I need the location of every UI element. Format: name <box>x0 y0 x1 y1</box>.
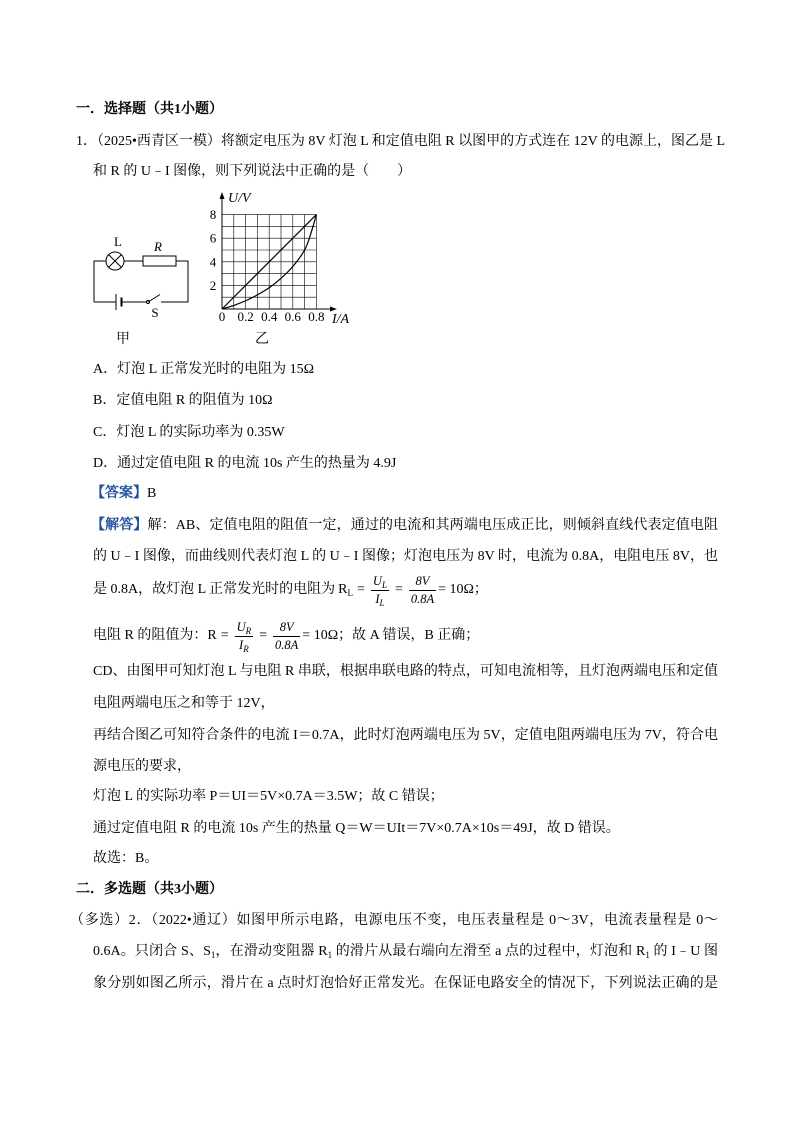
fraction-numerator <box>371 574 389 591</box>
denominator-symbol: I <box>239 637 244 652</box>
formula-result: = 10Ω； <box>302 628 353 643</box>
y-axis-label: U/V <box>228 191 251 206</box>
subscript: 1 <box>327 950 333 960</box>
graph-caption: 乙 <box>255 332 269 347</box>
y-axis-arrow <box>220 192 225 199</box>
solution-label: 【解答】 <box>91 518 148 533</box>
x-tick-label: 0.4 <box>261 309 278 324</box>
x-tick-label: 0.2 <box>237 309 254 324</box>
lamp-label: L <box>114 234 122 249</box>
equals-sign: = <box>357 582 365 597</box>
resistor-label: R <box>154 239 162 254</box>
subscript: 1 <box>210 950 216 960</box>
option-c: C．灯泡 L 的实际功率为 0.35W <box>93 425 285 440</box>
fraction-numerator: 8V <box>409 574 436 591</box>
switch-label: S <box>151 305 159 320</box>
x-axis-arrow <box>330 307 337 312</box>
section-heading-multiple-choice: 二．多选题（共3小题） <box>76 882 223 897</box>
solution-line-11: 故选：B。 <box>93 851 159 866</box>
fraction-voltage-over-current <box>371 574 389 607</box>
question-2-stem-line-1: （多选）2．（2022•通辽）如图甲所示电路，电源电压不变，电压表量程是 0～3V，电流表量程是 0～ <box>70 913 718 928</box>
question-1-figures <box>85 185 370 350</box>
stem-text: 0.6A。只闭合 S、S <box>93 944 211 959</box>
fraction-values <box>273 620 300 653</box>
numerator-subscript: L <box>381 579 387 590</box>
answer-value: B <box>147 486 157 501</box>
solution-line-2: 的 U﹣I 图像，而曲线则代表灯泡 L 的 U﹣I 图像；灯泡电压为 8V 时，电流为 0.8A，电阻电压 8V，也 <box>93 549 718 564</box>
stem-text: 的滑片从最右端向左滑至 a 点的过程中，灯泡和 R <box>332 944 646 959</box>
formula-result: = 10Ω； <box>438 582 488 597</box>
denominator-subscript: L <box>379 597 385 608</box>
switch-lever <box>148 295 160 303</box>
numerator-symbol: U <box>236 619 246 634</box>
question-1-stem-line-2: 和 R 的 U﹣I 图像，则下列说法中正确的是（ ） <box>93 164 412 179</box>
fraction-numerator <box>235 620 254 637</box>
equals-sign: = <box>259 628 268 643</box>
formula-conclusion: 故 A 错误，B 正确； <box>352 628 480 643</box>
x-tick-label: 0.8 <box>308 309 325 324</box>
formula-lhs-symbol: R <box>207 628 217 643</box>
solution-line-1 <box>91 516 718 536</box>
y-tick-label: 8 <box>209 207 217 223</box>
fraction-voltage-over-current <box>235 620 254 653</box>
stem-text: 的 I﹣U 图 <box>649 944 718 959</box>
fraction-denominator <box>371 591 389 607</box>
fraction-denominator: 0.8A <box>410 591 435 606</box>
equals-sign: = <box>394 582 403 597</box>
resistor-symbol <box>143 256 176 266</box>
circuit-caption: 甲 <box>116 332 130 347</box>
y-tick-label: 6 <box>209 230 217 246</box>
solution-line-7: 再结合图乙可知符合条件的电流 I＝0.7A，此时灯泡两端电压为 5V，定值电阻两端电压为 7V，符合电 <box>93 728 718 743</box>
formula-lhs <box>338 580 353 600</box>
numerator-symbol: U <box>372 573 382 588</box>
formula-lhs-subscript: L <box>347 588 353 598</box>
y-tick-label: 4 <box>209 254 217 270</box>
fraction-denominator <box>235 637 254 653</box>
solution-line-5: CD、由图甲可知灯泡 L 与电阻 R 串联，根据串联电路的特点，可知电流相等，且灯泡两端电压和定值 <box>93 664 718 679</box>
subscript: 1 <box>645 950 650 960</box>
section-heading-single-choice: 一．选择题（共1小题） <box>76 102 223 117</box>
option-d: D．通过定值电阻 R 的电流 10s 产生的热量为 4.9J <box>93 456 397 471</box>
x-axis-label: I/A <box>332 312 350 327</box>
solution-text: 解：AB、定值电阻的阻值一定，通过的电流和其两端电压成正比，则倾斜直线代表定值电阻 <box>147 518 719 533</box>
option-b: B．定值电阻 R 的阻值为 10Ω <box>93 393 273 408</box>
denominator-subscript: R <box>243 643 249 654</box>
question-2-stem-line-3: 象分别如图乙所示，滑片在 a 点时灯泡恰好正常发光。在保证电路安全的情况下，下列说法正确的是 <box>93 976 718 991</box>
formula-lamp-resistance <box>93 570 488 610</box>
denominator-symbol: I <box>375 591 380 606</box>
solution-line-6: 电阻两端电压之和等于 12V， <box>93 696 275 711</box>
x-tick-label: 0.6 <box>284 309 301 324</box>
fraction-denominator: 0.8A <box>275 637 299 652</box>
numerator-subscript: R <box>245 625 252 636</box>
u-i-graph <box>210 191 350 347</box>
answer-line <box>91 484 156 504</box>
solution-line-10: 通过定值电阻 R 的电流 10s 产生的热量 Q＝W＝UIt＝7V×0.7A×10s＝49J，故 D 错误。 <box>93 821 620 836</box>
fraction-numerator: 8V <box>273 620 300 637</box>
lamp-cross-mark <box>109 255 122 268</box>
fraction-values <box>409 574 436 607</box>
question-2-stem-line-2 <box>93 942 718 962</box>
formula-lhs-symbol: R <box>338 582 348 597</box>
option-a: A．灯泡 L 正常发光时的电阻为 15Ω <box>93 362 315 377</box>
solution-line-9: 灯泡 L 的实际功率 P＝UI＝5V×0.7A＝3.5W；故 C 错误； <box>93 789 444 804</box>
formula-lead-text: 是 0.8A，故灯泡 L 正常发光时的电阻为 <box>93 582 336 597</box>
equals-sign: = <box>220 628 229 643</box>
formula-resistor-resistance <box>93 616 479 656</box>
x-tick-label: 0 <box>218 309 226 324</box>
y-tick-label: 2 <box>209 277 217 293</box>
answer-label: 【答案】 <box>91 486 147 501</box>
solution-line-8: 源电压的要求， <box>93 759 191 774</box>
formula-lead-text: 电阻 R 的阻值为： <box>93 628 208 643</box>
question-1-stem-line-1: 1．（2025•西青区一模）将额定电压为 8V 灯泡 L 和定值电阻 R 以图甲的方式连在 12V 的电源上，图乙是 L <box>76 134 726 149</box>
stem-text: ，在滑动变阻器 R <box>215 944 328 959</box>
circuit-diagram <box>94 234 188 347</box>
